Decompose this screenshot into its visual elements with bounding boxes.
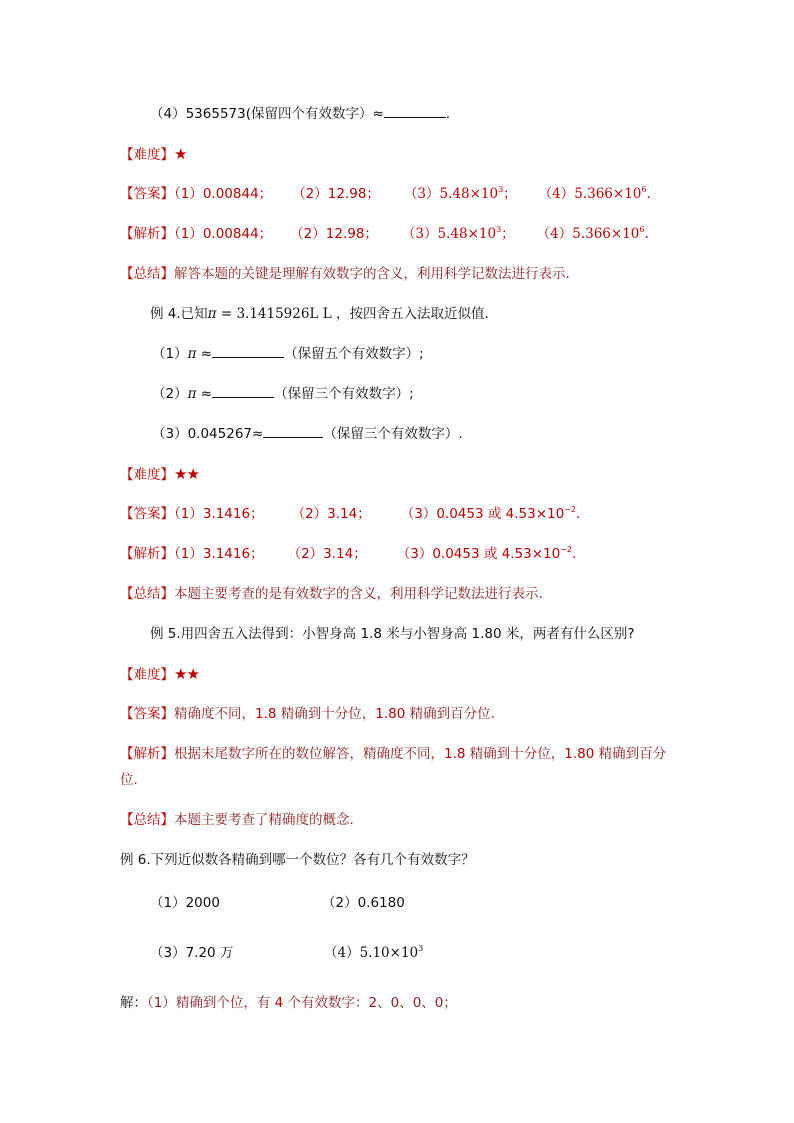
question-part-4: （4）5365573(保留四个有效数字）≈ . <box>150 106 451 122</box>
example-6-item-2: （2）0.6180 <box>322 895 405 911</box>
difficulty-row: 【难度】★★ <box>120 465 199 483</box>
difficulty-row: 【难度】★★ <box>120 665 199 683</box>
answer-row: 【答案】（1）3.1416； （2）3.14； （3）0.0453 或 $4.53\times 10^{-2}$. <box>120 504 581 522</box>
answer-row: 【答案】（1）0.00844； （2）12.98； $(3)5.48\times 10^3$； $(4)5.366\times 10^6$. <box>120 184 651 202</box>
solution-row: 解：（1）精确到个位，有 4 个有效数字：2、0、0、0； <box>120 995 457 1011</box>
example-6-item-4: $(4)5.10\times 10^3$ <box>324 943 424 961</box>
star-icon: ★★ <box>174 665 199 683</box>
summary-row: 【总结】本题主要考查了精确度的概念. <box>120 812 354 828</box>
example-4-stem: 例 4.已知π = 3.1415926L L ，按四舍五入法取近似值. <box>150 306 489 322</box>
answer-blank <box>384 104 446 118</box>
example-6-item-3: （3）7.20 万 <box>150 945 234 961</box>
example-4-part-2: （2）π ≈ （保留三个有效数字）; <box>152 386 414 402</box>
question-text: （4）5365573(保留四个有效数字）≈ <box>150 106 384 122</box>
summary-row: 【总结】解答本题的关键是理解有效数字的含义，利用科学记数法进行表示. <box>120 266 570 282</box>
answer-row: 【答案】精确度不同，1.8 精确到十分位，1.80 精确到百分位. <box>120 706 495 722</box>
example-6-item-1: （1）2000 <box>150 895 220 911</box>
example-4-part-1: （1）π ≈ （保留五个有效数字）; <box>152 346 424 362</box>
difficulty-row: 【难度】★ <box>120 145 187 163</box>
example-6-stem: 例 6.下列近似数各精确到哪一个数位？各有几个有效数字？ <box>120 852 475 868</box>
analysis-row: 【解析】根据末尾数字所在的数位解答，精确度不同，1.8 精确到十分位，1.80 精确到百分 <box>120 746 667 762</box>
analysis-row: 【解析】（1）3.1416； （2）3.14； （3）0.0453 或 $4.53\times 10^{-2}$. <box>120 544 577 562</box>
answer-blank <box>212 384 274 398</box>
analysis-row-continued: 位. <box>120 772 138 788</box>
example-5-stem: 例 5.用四舍五入法得到：小智身高 1.8 米与小智身高 1.80 米，两者有什么区别? <box>150 626 635 642</box>
summary-row: 【总结】本题主要考查的是有效数字的含义，利用科学记数法进行表示. <box>120 586 543 602</box>
star-icon: ★★ <box>174 465 199 483</box>
analysis-row: 【解析】（1）0.00844； （2）12.98； $(3)5.48\times 10^3$； $(4)5.366\times 10^6$. <box>120 224 649 242</box>
star-icon: ★ <box>174 145 187 163</box>
answer-blank <box>263 424 323 438</box>
example-4-part-3: （3）0.045267≈ （保留三个有效数字）. <box>152 426 463 442</box>
answer-blank <box>212 344 284 358</box>
